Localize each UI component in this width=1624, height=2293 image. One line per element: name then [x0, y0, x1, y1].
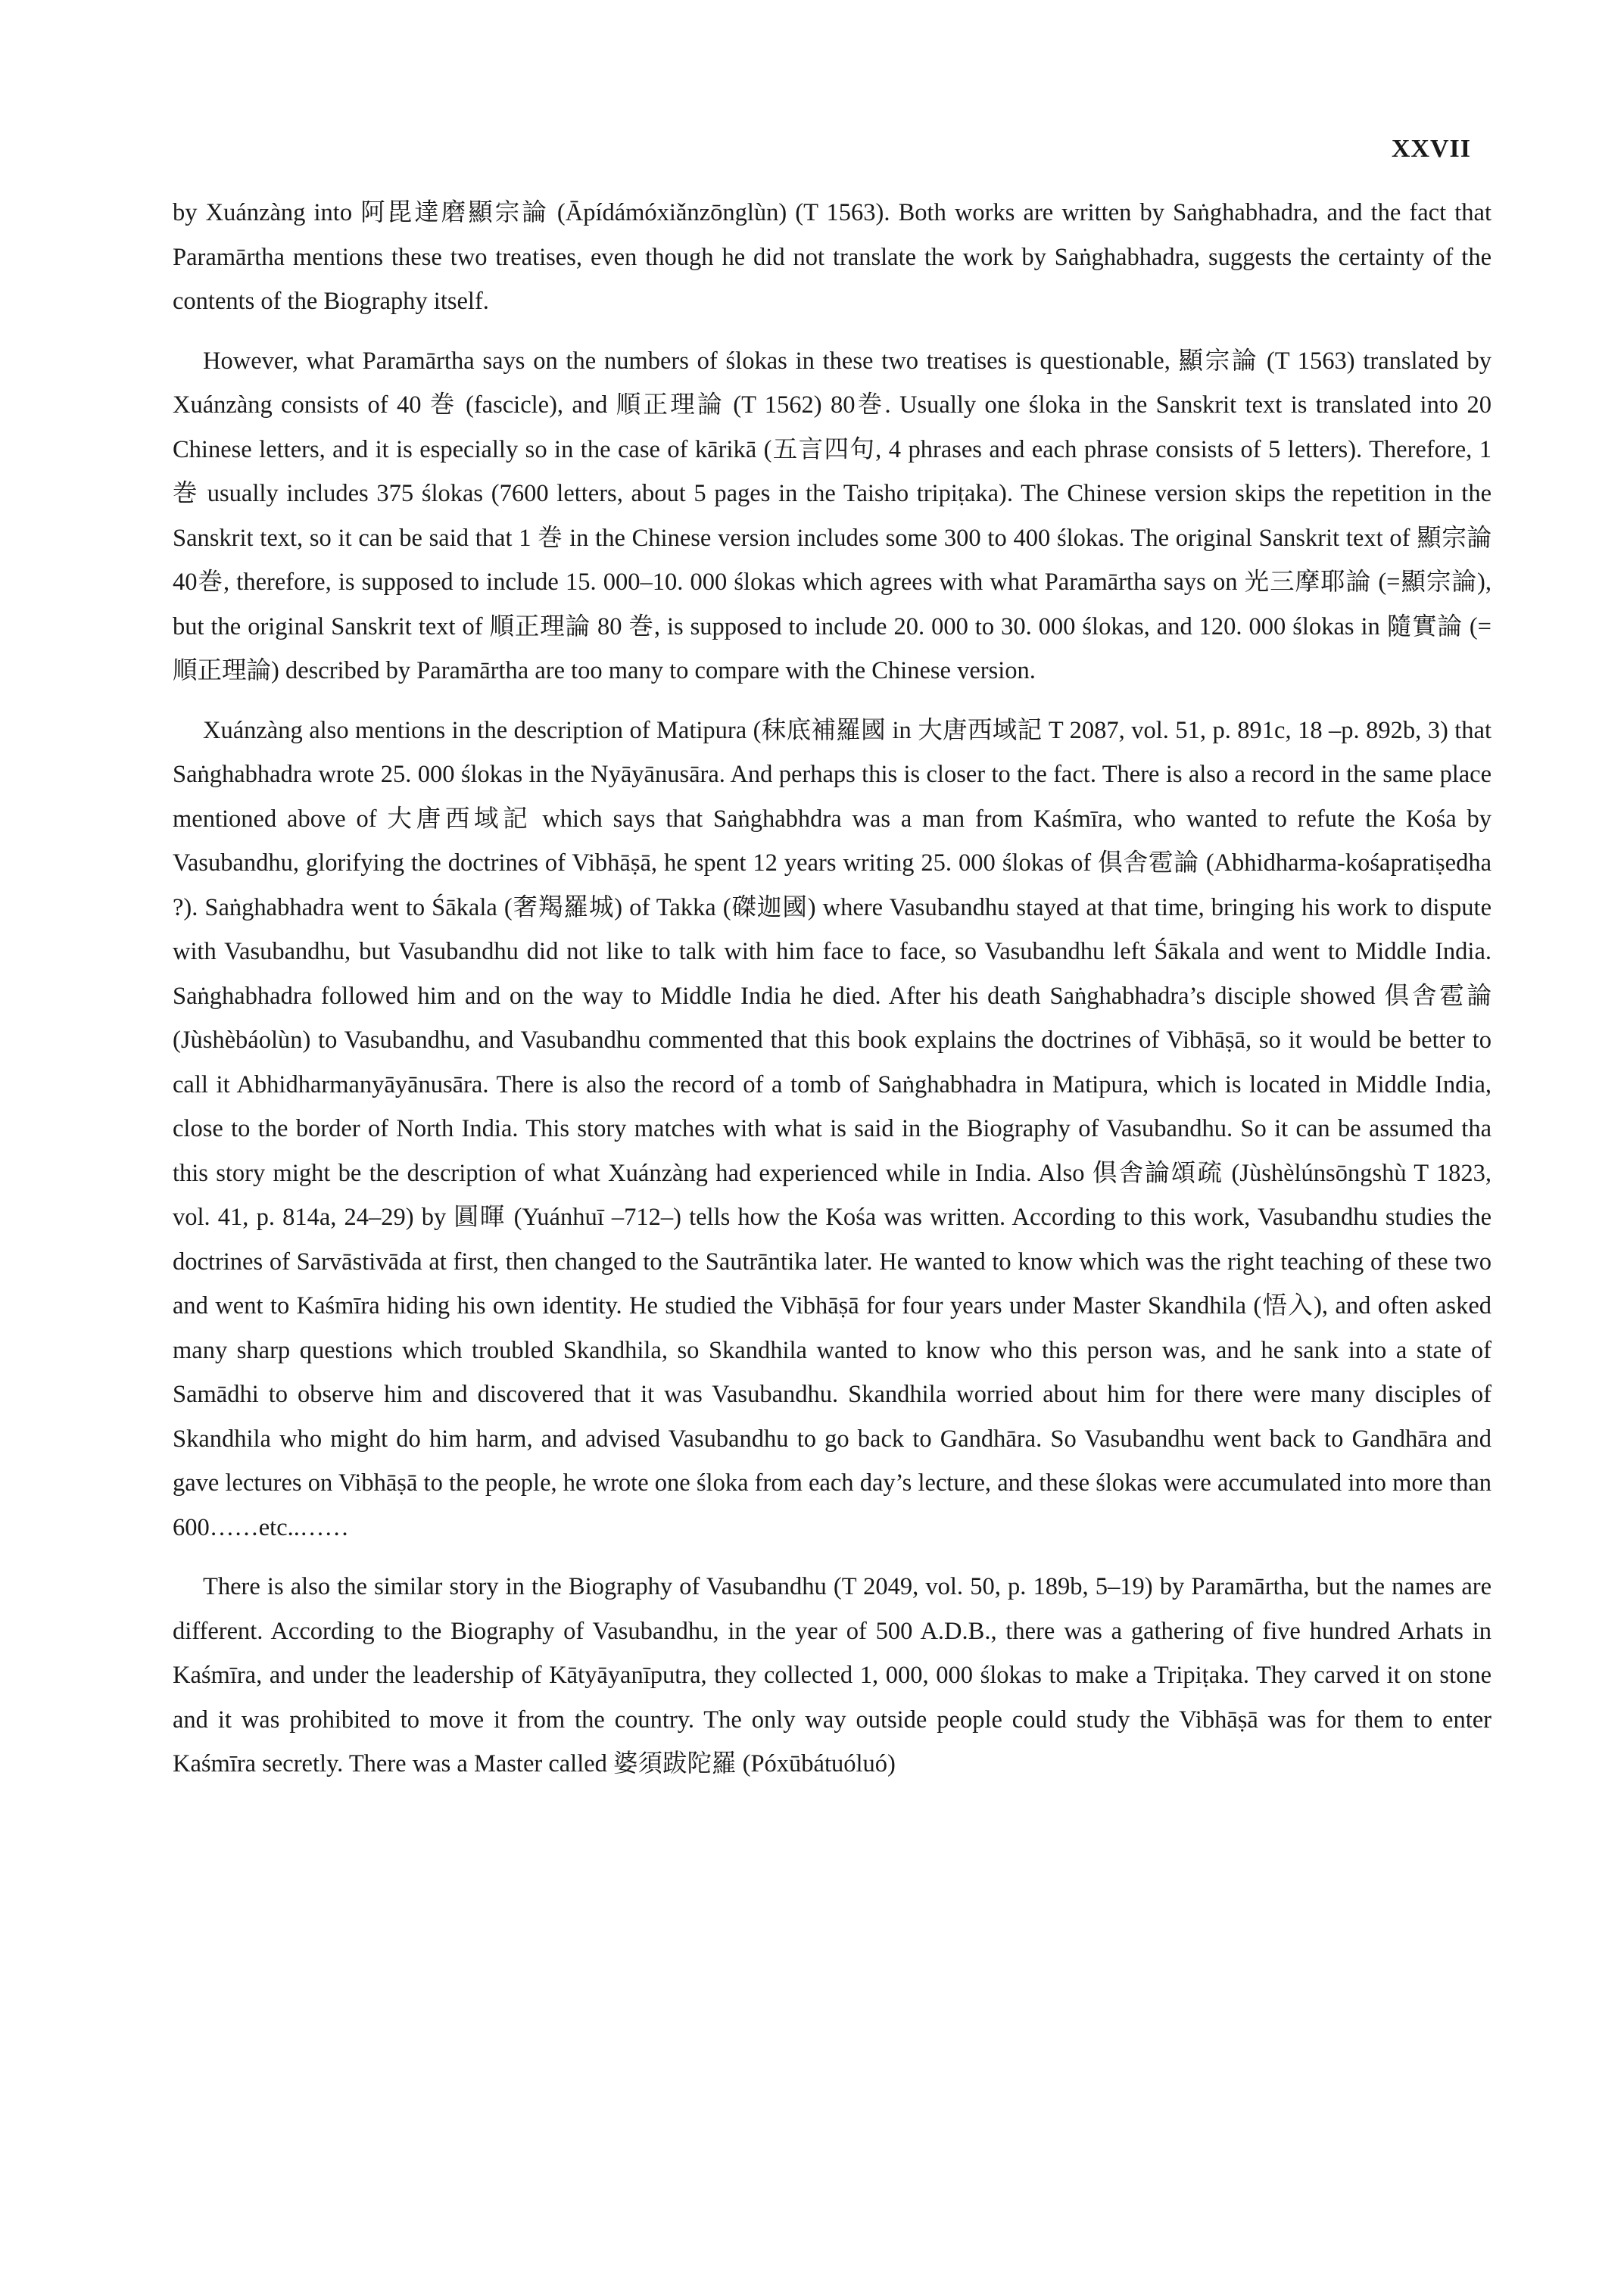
- paragraph-3: Xuánzàng also mentions in the description of Matipura (秣底補羅國 in 大唐西域記 T 2087, vol. 51, p. 891c, 18 –p. 892b, 3) that Saṅghabhadra wrote 25. 000 ślokas in the Nyāyānusāra. And perhaps this is closer to the fact. There is also a record in the same place mentioned above of 大唐西域記 which says that Saṅghabhdra was a man from Kaśmīra, who wanted to refute the Kośa by Vasubandhu, glorifying the doctrines of Vibhāṣā, he spent 12 years writing 25. 000 ślokas of 倶舎雹論 (Abhidharma-kośapratiṣedha ?). Saṅghabhadra went to Śākala (奢羯羅城) of Takka (磔迦國) where Vasubandhu stayed at that time, bringing his work to dispute with Vasubandhu, but Vasubandhu did not like to talk with him face to face, so Vasubandhu left Śākala and went to Middle India. Saṅghabhadra followed him and on the way to Middle India he died. After his death Saṅghabhadra’s disciple showed 倶舎雹論 (Jùshèbáolùn) to Vasubandhu, and Vasubandhu commented that this book explains the doctrines of Vibhāṣā, so it would be better to call it Abhidharmanyāyānusāra. There is also the record of a tomb of Saṅghabhadra in Matipura, which is located in Middle India, close to the border of North India. This story matches with what is said in the Biography of Vasubandhu. So it can be assumed tha this story might be the description of what Xuánzàng had experienced while in India. Also 倶舎論頌疏 (Jùshèlúnsōngshù T 1823, vol. 41, p. 814a, 24–29) by 圓暉 (Yuánhuī –712–) tells how the Kośa was written. According to this work, Vasubandhu studies the doctrines of Sarvāstivāda at first, then changed to the Sautrāntika later. He wanted to know which was the right teaching of these two and went to Kaśmīra hiding his own identity. He studied the Vibhāṣā for four years under Master Skandhila (悟入), and often asked many sharp questions which troubled Skandhila, so Skandhila wanted to know who this person was, and he sank into a state of Samādhi to observe him and discovered that it was Vasubandhu. Skandhila worried about him for there were many disciples of Skandhila who might do him harm, and advised Vasubandhu to go back to Gandhāra. So Vasubandhu went back to Gandhāra and gave lectures on Vibhāṣā to the people, he wrote one śloka from each day’s lecture, and these ślokas were accumulated into more than 600……etc..……: [173, 716, 1492, 1541]
- body-text: [173, 191, 1492, 1802]
- paragraph-1: by Xuánzàng into 阿毘達磨顯宗論 (Āpídámóxiǎnzōnglùn) (T 1563). Both works are written by Saṅghabhadra, and the fact that Paramārtha mentions these two treatises, even though he did not translate the work by Saṅghabhadra, suggests the certainty of the contents of the Biography itself.: [173, 199, 1492, 315]
- page-number: XXVII: [1391, 135, 1471, 163]
- paragraph-2: However, what Paramārtha says on the numbers of ślokas in these two treatises is questionable, 顯宗論 (T 1563) translated by Xuánzàng consists of 40 巻 (fascicle), and 順正理論 (T 1562) 80巻. Usually one śloka in the Sanskrit text is translated into 20 Chinese letters, and it is especially so in the case of kārikā (五言四句, 4 phrases and each phrase consists of 5 letters). Therefore, 1 巻 usually includes 375 ślokas (7600 letters, about 5 pages in the Taisho tripiṭaka). The Chinese version skips the repetition in the Sanskrit text, so it can be said that 1 巻 in the Chinese version includes some 300 to 400 ślokas. The original Sanskrit text of 顯宗論 40巻, therefore, is supposed to include 15. 000–10. 000 ślokas which agrees with what Paramārtha says on 光三摩耶論 (=顯宗論), but the original Sanskrit text of 順正理論 80 巻, is supposed to include 20. 000 to 30. 000 ślokas, and 120. 000 ślokas in 隨實論 (=順正理論) described by Paramārtha are too many to compare with the Chinese version.: [173, 347, 1492, 684]
- paragraph-4: There is also the similar story in the Biography of Vasubandhu (T 2049, vol. 50, p. 189b, 5–19) by Paramārtha, but the names are different. According to the Biography of Vasubandhu, in the year of 500 A.D.B., there was a gathering of five hundred Arhats in Kaśmīra, and under the leadership of Kātyāyanīputra, they collected 1, 000, 000 ślokas to make a Tripiṭaka. They carved it on stone and it was prohibited to move it from the country. The only way outside people could study the Vibhāṣā was for them to enter Kaśmīra secretly. There was a Master called 婆須跋陀羅 (Póxūbátuóluó): [173, 1573, 1492, 1777]
